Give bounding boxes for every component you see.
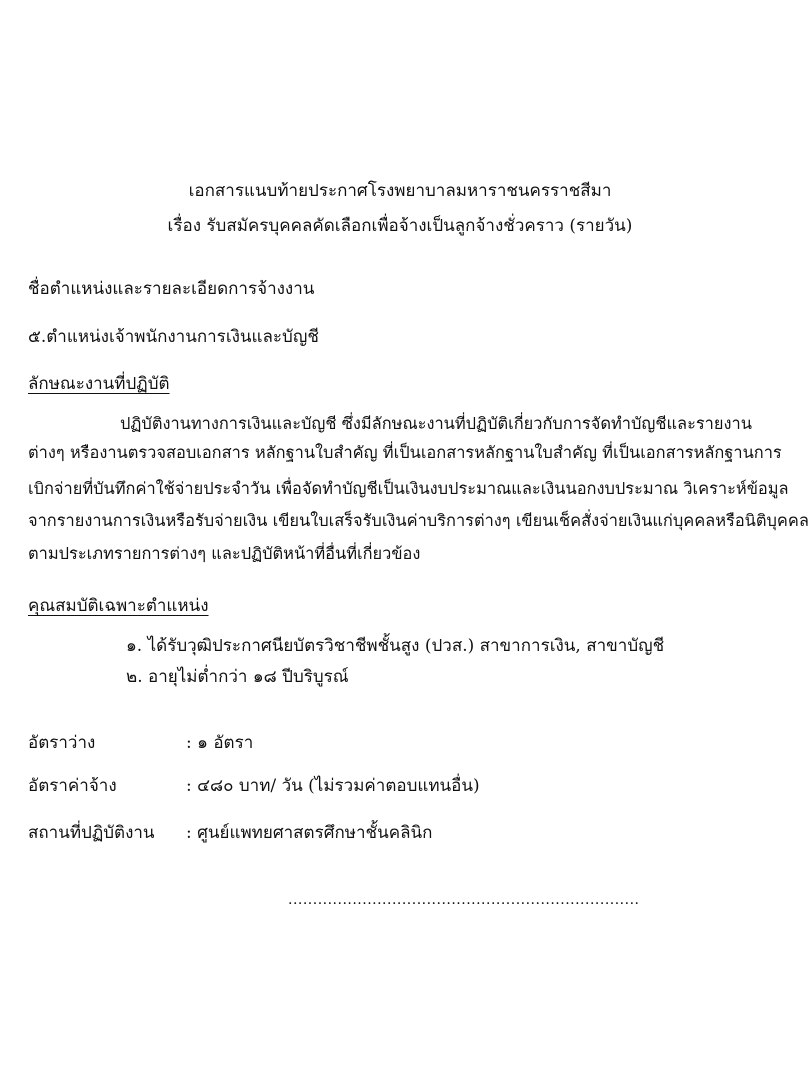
footer-dotted-rule: ....................................................................... xyxy=(288,892,640,908)
duties-line-4: จากรายงานการเงินหรือรับจ่ายเงิน เขียนใบเสร็จรับเงินค่าบริการต่างๆ เขียนเช็คสั่งจ่ายเงินแก่บุคคลหรือนิติบุคคล xyxy=(28,511,809,530)
workplace-label: สถานที่ปฏิบัติงาน xyxy=(28,823,155,843)
header-line-2: เรื่อง รับสมัครบุคคลคัดเลือกเพื่อจ้างเป็นลูกจ้างชั่วคราว (รายวัน) xyxy=(167,216,633,236)
duties-heading: ลักษณะงานที่ปฏิบัติ xyxy=(28,374,170,394)
vacancy-label: อัตราว่าง xyxy=(28,733,96,753)
qualification-item-2: ๒. อายุไม่ต่ำกว่า ๑๘ ปีบริบูรณ์ xyxy=(126,667,349,687)
duties-line-3: เบิกจ่ายที่บันทึกค่าใช้จ่ายประจำวัน เพื่อจัดทำบัญชีเป็นเงินงบประมาณและเงินนอกงบประมาณ วิเคราะห์ข้อมูล xyxy=(28,479,789,498)
duties-line-2: ต่างๆ หรืองานตรวจสอบเอกสาร หลักฐานใบสำคัญ ที่เป็นเอกสารหลักฐานใบสำคัญ ที่เป็นเอกสารหลักฐานการ xyxy=(28,443,782,462)
duties-line-1: ปฏิบัติงานทางการเงินและบัญชี ซึ่งมีลักษณะงานที่ปฏิบัติเกี่ยวกับการจัดทำบัญชีและรายงาน xyxy=(120,414,752,433)
section-title: ชื่อตำแหน่งและรายละเอียดการจ้างงาน xyxy=(28,279,315,299)
wage-value: : ๔๘๐ บาท/ วัน (ไม่รวมค่าตอบแทนอื่น) xyxy=(186,776,480,796)
header-line-1: เอกสารแนบท้ายประกาศโรงพยาบาลมหาราชนครราชสีมา xyxy=(188,181,612,201)
qualifications-heading: คุณสมบัติเฉพาะตำแหน่ง xyxy=(28,596,209,616)
duties-line-5: ตามประเภทรายการต่างๆ และปฏิบัติหน้าที่อื่นที่เกี่ยวข้อง xyxy=(28,544,421,563)
workplace-value: : ศูนย์แพทยศาสตรศึกษาชั้นคลินิก xyxy=(186,823,433,843)
vacancy-value: : ๑ อัตรา xyxy=(186,733,254,753)
qualification-item-1: ๑. ได้รับวุฒิประกาศนียบัตรวิชาชีพชั้นสูง (ปวส.) สาขาการเงิน, สาขาบัญชี xyxy=(126,636,665,656)
position-title: ๕.ตำแหน่งเจ้าพนักงานการเงินและบัญชี xyxy=(28,327,319,347)
wage-label: อัตราค่าจ้าง xyxy=(28,776,117,796)
